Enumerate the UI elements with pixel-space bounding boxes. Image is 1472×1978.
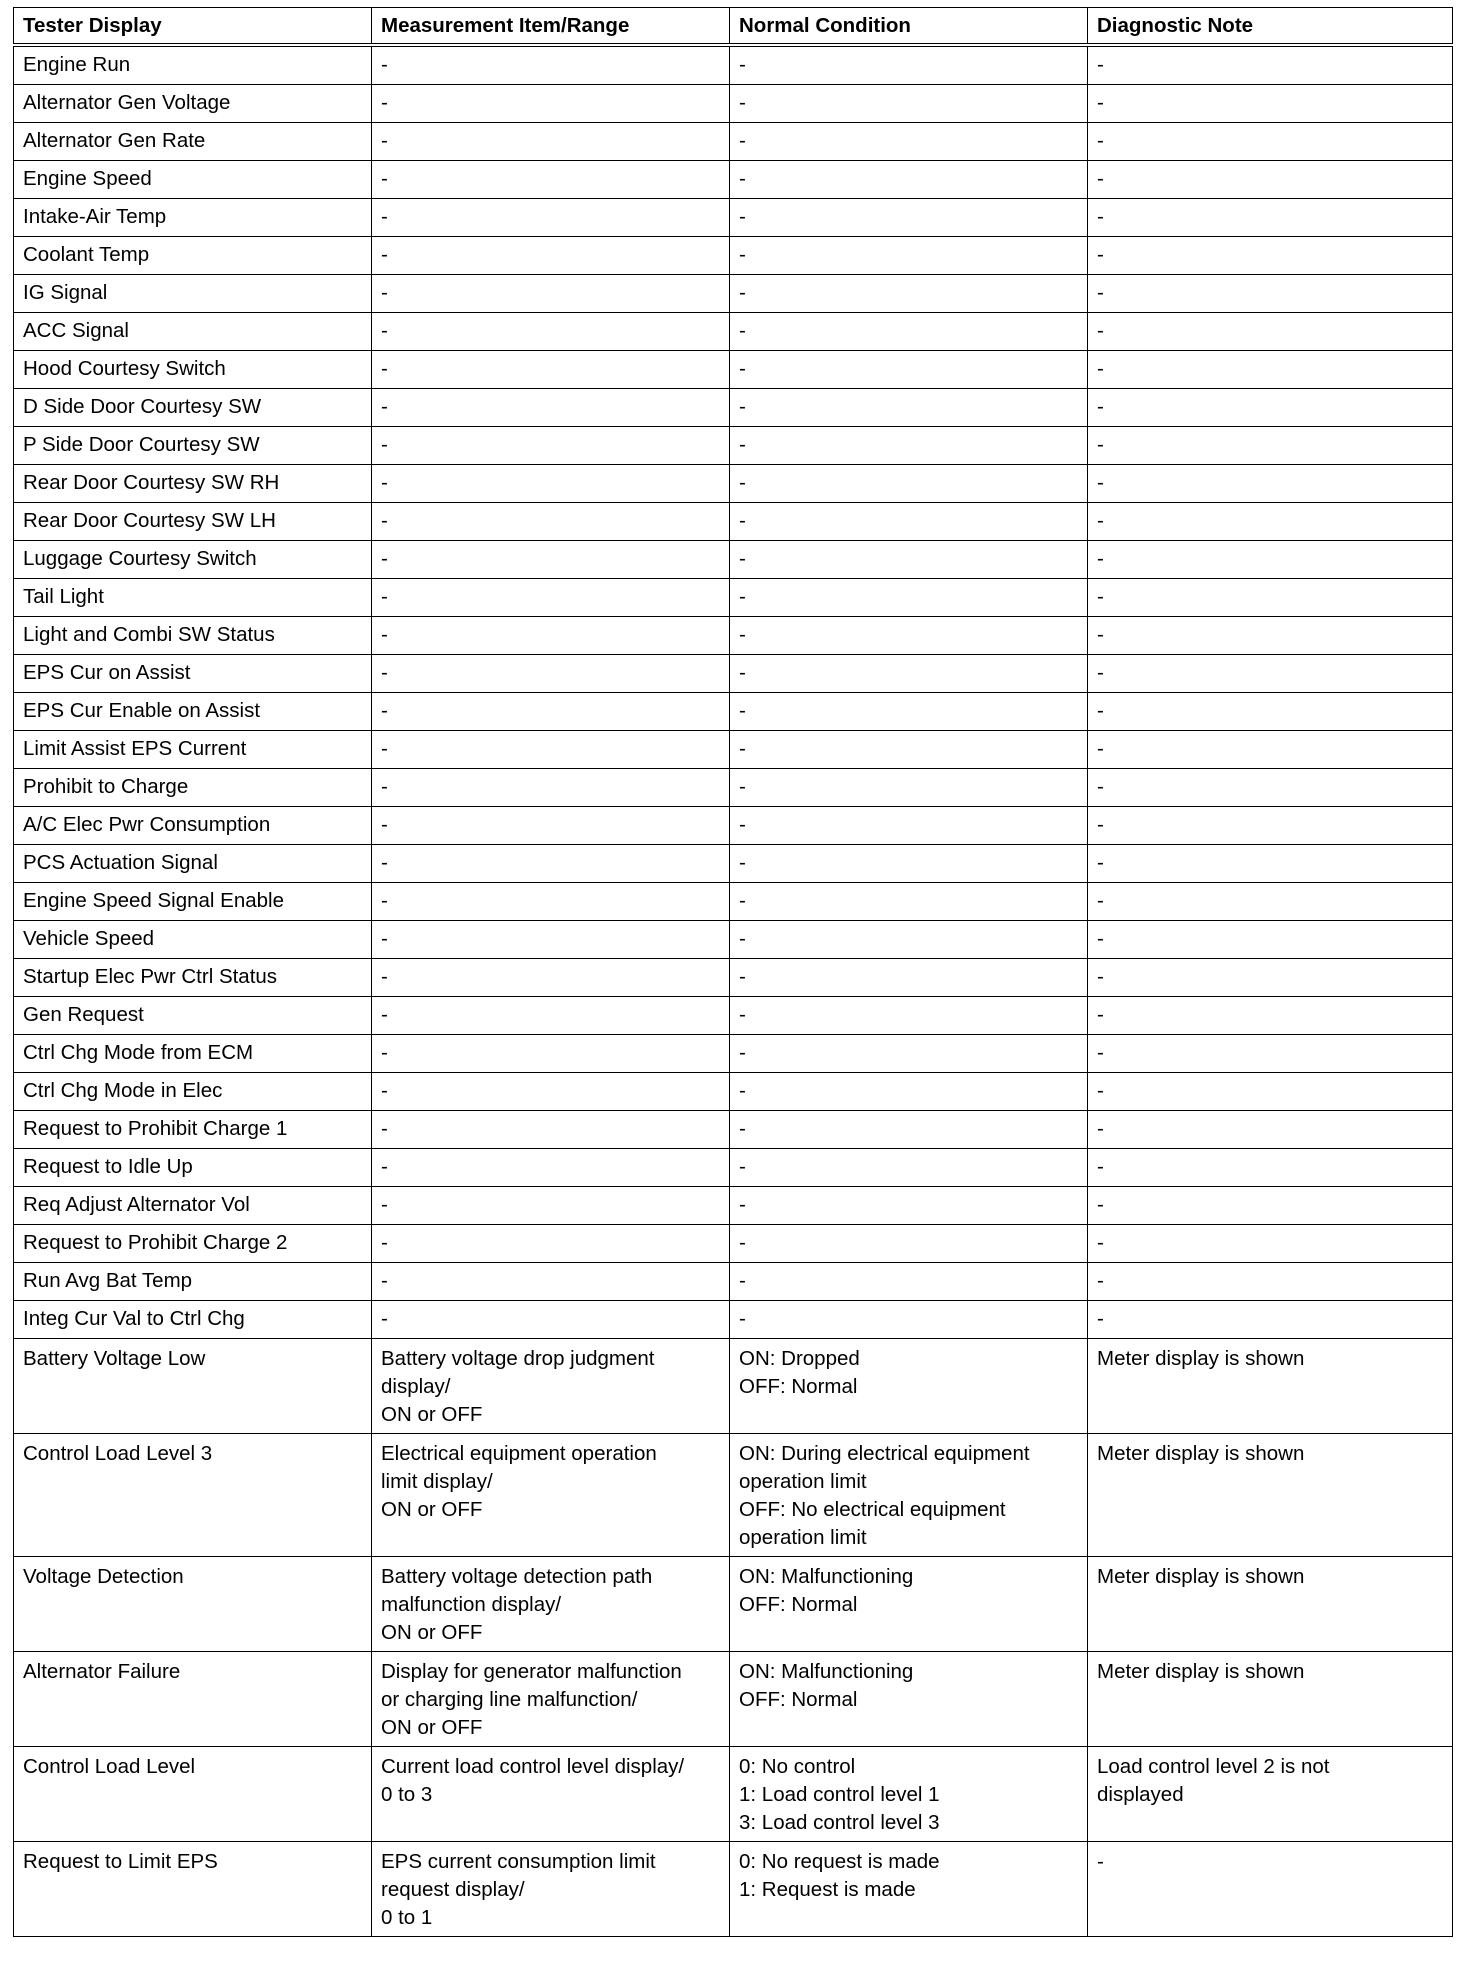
tester-display-cell: ACC Signal	[14, 313, 372, 351]
normal-condition-cell: -	[730, 85, 1088, 123]
normal-condition-cell: -	[730, 731, 1088, 769]
table-row	[14, 351, 1453, 389]
diagnostic-note-cell: -	[1088, 1301, 1453, 1339]
normal-condition-cell: -	[730, 769, 1088, 807]
tester-display-cell: Request to Limit EPS	[14, 1842, 372, 1937]
normal-condition-cell: -	[730, 1149, 1088, 1187]
tester-display-cell: EPS Cur Enable on Assist	[14, 693, 372, 731]
normal-condition-cell: -	[730, 807, 1088, 845]
cell-line: ON or OFF	[381, 1498, 483, 1521]
header-diagnostic-note: Diagnostic Note	[1088, 8, 1453, 46]
tester-display-cell: Rear Door Courtesy SW LH	[14, 503, 372, 541]
cell-line: 0: No request is made	[739, 1850, 940, 1873]
diagnostic-note-cell: -	[1088, 427, 1453, 465]
tester-display-cell: Integ Cur Val to Ctrl Chg	[14, 1301, 372, 1339]
normal-condition-cell: -	[730, 1301, 1088, 1339]
cell-line: ON: Dropped	[739, 1347, 860, 1370]
table-row	[14, 1225, 1453, 1263]
tester-display-cell: D Side Door Courtesy SW	[14, 389, 372, 427]
tester-display-cell: Request to Prohibit Charge 2	[14, 1225, 372, 1263]
measurement-range-cell	[372, 1842, 730, 1937]
table-row	[14, 693, 1453, 731]
measurement-range-cell: -	[372, 503, 730, 541]
measurement-range-cell: -	[372, 541, 730, 579]
diagnostic-note-cell: -	[1088, 655, 1453, 693]
measurement-range-cell: -	[372, 85, 730, 123]
measurement-range-cell: -	[372, 45, 730, 85]
measurement-range-cell	[372, 1557, 730, 1652]
diagnostic-note-cell: -	[1088, 807, 1453, 845]
diagnostic-note-cell	[1088, 1652, 1453, 1747]
measurement-range-cell: -	[372, 1111, 730, 1149]
table-row	[14, 1557, 1453, 1652]
tester-display-cell: Alternator Gen Rate	[14, 123, 372, 161]
diagnostic-note-cell: -	[1088, 883, 1453, 921]
diagnostic-note-cell: -	[1088, 465, 1453, 503]
normal-condition-cell: -	[730, 503, 1088, 541]
diagnostic-note-cell: -	[1088, 503, 1453, 541]
cell-line: Meter display is shown	[1097, 1442, 1305, 1465]
tester-display-cell: Tail Light	[14, 579, 372, 617]
normal-condition-cell: -	[730, 693, 1088, 731]
table-row	[14, 921, 1453, 959]
cell-line: Display for generator malfunction	[381, 1660, 682, 1683]
table-row	[14, 237, 1453, 275]
diagnostic-note-cell: -	[1088, 45, 1453, 85]
tester-display-cell: P Side Door Courtesy SW	[14, 427, 372, 465]
measurement-range-cell: -	[372, 1149, 730, 1187]
measurement-range-cell: -	[372, 313, 730, 351]
cell-line: Current load control level display/	[381, 1755, 685, 1778]
tester-display-cell: Coolant Temp	[14, 237, 372, 275]
measurement-range-cell: -	[372, 807, 730, 845]
diagnostic-note-cell: -	[1088, 199, 1453, 237]
diagnostic-note-cell: -	[1088, 161, 1453, 199]
measurement-range-cell: -	[372, 161, 730, 199]
normal-condition-cell	[730, 1747, 1088, 1842]
tester-display-cell: IG Signal	[14, 275, 372, 313]
tester-display-cell: Control Load Level 3	[14, 1434, 372, 1557]
measurement-range-cell	[372, 1434, 730, 1557]
normal-condition-cell: -	[730, 541, 1088, 579]
table-row	[14, 1263, 1453, 1301]
measurement-range-cell: -	[372, 997, 730, 1035]
measurement-range-cell: -	[372, 617, 730, 655]
header-measurement-item-range: Measurement Item/Range	[372, 8, 730, 46]
tester-display-cell: Req Adjust Alternator Vol	[14, 1187, 372, 1225]
tester-display-cell: Intake-Air Temp	[14, 199, 372, 237]
tester-display-cell: Startup Elec Pwr Ctrl Status	[14, 959, 372, 997]
tester-display-cell: Luggage Courtesy Switch	[14, 541, 372, 579]
normal-condition-cell: -	[730, 617, 1088, 655]
table-row	[14, 579, 1453, 617]
measurement-range-cell: -	[372, 693, 730, 731]
cell-line: displayed	[1097, 1783, 1184, 1806]
tester-display-cell: Hood Courtesy Switch	[14, 351, 372, 389]
table-row	[14, 541, 1453, 579]
cell-line: Battery voltage detection path	[381, 1565, 653, 1588]
table-header	[14, 8, 1453, 46]
normal-condition-cell: -	[730, 351, 1088, 389]
diagnostic-note-cell: -	[1088, 351, 1453, 389]
tester-display-cell: Rear Door Courtesy SW RH	[14, 465, 372, 503]
cell-line: 3: Load control level 3	[739, 1811, 940, 1834]
diagnostic-note-cell: -	[1088, 1035, 1453, 1073]
diagnostic-note-cell: -	[1088, 997, 1453, 1035]
diagnostic-note-cell: -	[1088, 1073, 1453, 1111]
diagnostic-note-cell: -	[1088, 731, 1453, 769]
cell-line: 0 to 1	[381, 1906, 433, 1929]
measurement-range-cell: -	[372, 883, 730, 921]
table-row	[14, 807, 1453, 845]
table-row	[14, 85, 1453, 123]
cell-line: 1: Request is made	[739, 1878, 916, 1901]
table-row	[14, 1339, 1453, 1434]
tester-display-cell: Vehicle Speed	[14, 921, 372, 959]
diagnostic-note-cell: -	[1088, 123, 1453, 161]
cell-line: ON: During electrical equipment	[739, 1442, 1030, 1465]
measurement-range-cell: -	[372, 921, 730, 959]
tester-display-cell: Battery Voltage Low	[14, 1339, 372, 1434]
diagnostic-note-cell: -	[1088, 769, 1453, 807]
table-body	[14, 45, 1453, 1937]
diagnostic-table-container	[13, 7, 1452, 1937]
table-row	[14, 1842, 1453, 1937]
cell-line: ON or OFF	[381, 1403, 483, 1426]
diagnostic-note-cell: -	[1088, 541, 1453, 579]
tester-display-cell: Prohibit to Charge	[14, 769, 372, 807]
table-row	[14, 845, 1453, 883]
diagnostic-note-cell: -	[1088, 1149, 1453, 1187]
tester-display-cell: Alternator Failure	[14, 1652, 372, 1747]
diagnostic-note-cell: -	[1088, 1111, 1453, 1149]
tester-display-cell: Gen Request	[14, 997, 372, 1035]
normal-condition-cell: -	[730, 1225, 1088, 1263]
tester-display-cell: Ctrl Chg Mode from ECM	[14, 1035, 372, 1073]
table-row	[14, 1301, 1453, 1339]
cell-line: Load control level 2 is not	[1097, 1755, 1330, 1778]
cell-line: Meter display is shown	[1097, 1565, 1305, 1588]
measurement-range-cell: -	[372, 845, 730, 883]
tester-display-cell: PCS Actuation Signal	[14, 845, 372, 883]
tester-display-cell: Limit Assist EPS Current	[14, 731, 372, 769]
diagnostic-note-cell: -	[1088, 1225, 1453, 1263]
measurement-range-cell: -	[372, 769, 730, 807]
normal-condition-cell: -	[730, 883, 1088, 921]
cell-line: 1: Load control level 1	[739, 1783, 940, 1806]
tester-display-cell: Engine Run	[14, 45, 372, 85]
measurement-range-cell	[372, 1339, 730, 1434]
measurement-range-cell: -	[372, 655, 730, 693]
cell-line: ON: Malfunctioning	[739, 1660, 914, 1683]
measurement-range-cell: -	[372, 731, 730, 769]
tester-display-cell: Request to Idle Up	[14, 1149, 372, 1187]
diagnostic-note-cell: -	[1088, 1187, 1453, 1225]
cell-line: Meter display is shown	[1097, 1347, 1305, 1370]
tester-data-table	[13, 7, 1453, 1937]
tester-display-cell: Light and Combi SW Status	[14, 617, 372, 655]
tester-display-cell: Request to Prohibit Charge 1	[14, 1111, 372, 1149]
cell-line: operation limit	[739, 1470, 867, 1493]
cell-line: -	[1097, 1850, 1104, 1873]
cell-line: or charging line malfunction/	[381, 1688, 638, 1711]
tester-display-cell: Ctrl Chg Mode in Elec	[14, 1073, 372, 1111]
cell-line: Meter display is shown	[1097, 1660, 1305, 1683]
normal-condition-cell: -	[730, 161, 1088, 199]
table-row	[14, 427, 1453, 465]
cell-line: Battery voltage drop judgment	[381, 1347, 655, 1370]
normal-condition-cell: -	[730, 1263, 1088, 1301]
tester-display-cell: Control Load Level	[14, 1747, 372, 1842]
cell-line: EPS current consumption limit	[381, 1850, 656, 1873]
normal-condition-cell: -	[730, 199, 1088, 237]
table-row	[14, 655, 1453, 693]
table-row	[14, 389, 1453, 427]
normal-condition-cell: -	[730, 1035, 1088, 1073]
diagnostic-note-cell: -	[1088, 237, 1453, 275]
cell-line: request display/	[381, 1878, 525, 1901]
normal-condition-cell	[730, 1339, 1088, 1434]
cell-line: operation limit	[739, 1526, 867, 1549]
diagnostic-note-cell: -	[1088, 693, 1453, 731]
measurement-range-cell: -	[372, 1073, 730, 1111]
measurement-range-cell: -	[372, 199, 730, 237]
table-row	[14, 617, 1453, 655]
table-row	[14, 1073, 1453, 1111]
normal-condition-cell: -	[730, 237, 1088, 275]
table-row	[14, 503, 1453, 541]
cell-line: OFF: Normal	[739, 1593, 858, 1616]
header-normal-condition: Normal Condition	[730, 8, 1088, 46]
table-row	[14, 313, 1453, 351]
measurement-range-cell: -	[372, 959, 730, 997]
diagnostic-note-cell: -	[1088, 921, 1453, 959]
measurement-range-cell: -	[372, 389, 730, 427]
measurement-range-cell: -	[372, 237, 730, 275]
normal-condition-cell: -	[730, 1073, 1088, 1111]
normal-condition-cell	[730, 1557, 1088, 1652]
measurement-range-cell: -	[372, 351, 730, 389]
normal-condition-cell: -	[730, 921, 1088, 959]
measurement-range-cell: -	[372, 427, 730, 465]
normal-condition-cell: -	[730, 845, 1088, 883]
table-row	[14, 45, 1453, 85]
diagnostic-note-cell: -	[1088, 579, 1453, 617]
table-row	[14, 123, 1453, 161]
diagnostic-note-cell: -	[1088, 845, 1453, 883]
table-row	[14, 1434, 1453, 1557]
normal-condition-cell	[730, 1652, 1088, 1747]
table-row	[14, 1035, 1453, 1073]
normal-condition-cell	[730, 1434, 1088, 1557]
diagnostic-note-cell	[1088, 1339, 1453, 1434]
table-row	[14, 1652, 1453, 1747]
measurement-range-cell: -	[372, 1187, 730, 1225]
cell-line: 0 to 3	[381, 1783, 433, 1806]
cell-line: OFF: Normal	[739, 1375, 858, 1398]
measurement-range-cell	[372, 1747, 730, 1842]
cell-line: malfunction display/	[381, 1593, 562, 1616]
table-row	[14, 959, 1453, 997]
table-row	[14, 465, 1453, 503]
diagnostic-note-cell: -	[1088, 617, 1453, 655]
tester-display-cell: A/C Elec Pwr Consumption	[14, 807, 372, 845]
table-row	[14, 883, 1453, 921]
table-row	[14, 1111, 1453, 1149]
measurement-range-cell: -	[372, 1301, 730, 1339]
tester-display-cell: Voltage Detection	[14, 1557, 372, 1652]
normal-condition-cell: -	[730, 655, 1088, 693]
normal-condition-cell: -	[730, 465, 1088, 503]
cell-line: Electrical equipment operation	[381, 1442, 657, 1465]
cell-line: ON: Malfunctioning	[739, 1565, 914, 1588]
table-row	[14, 731, 1453, 769]
normal-condition-cell: -	[730, 275, 1088, 313]
table-row	[14, 275, 1453, 313]
measurement-range-cell: -	[372, 579, 730, 617]
measurement-range-cell: -	[372, 465, 730, 503]
diagnostic-note-cell: -	[1088, 85, 1453, 123]
normal-condition-cell: -	[730, 427, 1088, 465]
normal-condition-cell: -	[730, 389, 1088, 427]
diagnostic-note-cell	[1088, 1842, 1453, 1937]
measurement-range-cell: -	[372, 1225, 730, 1263]
diagnostic-note-cell: -	[1088, 389, 1453, 427]
cell-line: OFF: No electrical equipment	[739, 1498, 1006, 1521]
diagnostic-note-cell	[1088, 1434, 1453, 1557]
tester-display-cell: Engine Speed Signal Enable	[14, 883, 372, 921]
normal-condition-cell: -	[730, 45, 1088, 85]
tester-display-cell: Alternator Gen Voltage	[14, 85, 372, 123]
table-row	[14, 199, 1453, 237]
diagnostic-note-cell: -	[1088, 1263, 1453, 1301]
cell-line: 0: No control	[739, 1755, 856, 1778]
cell-line: display/	[381, 1375, 451, 1398]
cell-line: limit display/	[381, 1470, 493, 1493]
tester-display-cell: Engine Speed	[14, 161, 372, 199]
diagnostic-note-cell: -	[1088, 313, 1453, 351]
table-row	[14, 1747, 1453, 1842]
normal-condition-cell	[730, 1842, 1088, 1937]
table-row	[14, 997, 1453, 1035]
normal-condition-cell: -	[730, 579, 1088, 617]
normal-condition-cell: -	[730, 123, 1088, 161]
diagnostic-note-cell: -	[1088, 275, 1453, 313]
normal-condition-cell: -	[730, 1111, 1088, 1149]
table-row	[14, 769, 1453, 807]
normal-condition-cell: -	[730, 313, 1088, 351]
normal-condition-cell: -	[730, 1187, 1088, 1225]
cell-line: OFF: Normal	[739, 1688, 858, 1711]
measurement-range-cell: -	[372, 1035, 730, 1073]
cell-line: ON or OFF	[381, 1716, 483, 1739]
measurement-range-cell: -	[372, 123, 730, 161]
table-row	[14, 161, 1453, 199]
diagnostic-note-cell	[1088, 1747, 1453, 1842]
normal-condition-cell: -	[730, 997, 1088, 1035]
header-row	[14, 8, 1453, 46]
tester-display-cell: Run Avg Bat Temp	[14, 1263, 372, 1301]
measurement-range-cell: -	[372, 1263, 730, 1301]
cell-line: ON or OFF	[381, 1621, 483, 1644]
table-row	[14, 1149, 1453, 1187]
diagnostic-note-cell: -	[1088, 959, 1453, 997]
normal-condition-cell: -	[730, 959, 1088, 997]
header-tester-display: Tester Display	[14, 8, 372, 46]
table-row	[14, 1187, 1453, 1225]
diagnostic-note-cell	[1088, 1557, 1453, 1652]
tester-display-cell: EPS Cur on Assist	[14, 655, 372, 693]
measurement-range-cell	[372, 1652, 730, 1747]
measurement-range-cell: -	[372, 275, 730, 313]
